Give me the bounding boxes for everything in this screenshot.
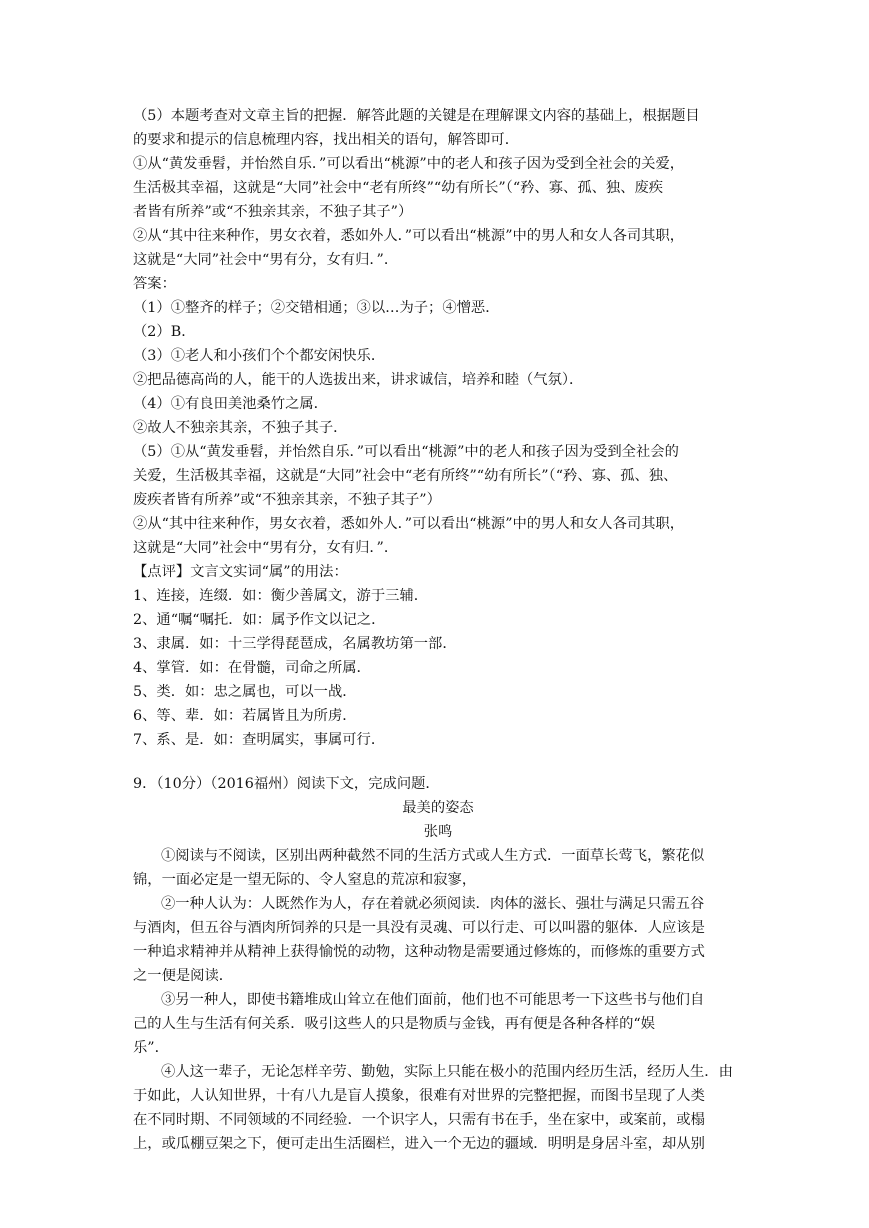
comment-heading: 【点评】文言文实词“属”的用法：: [133, 564, 348, 580]
article-line: 在不同时期、不同领域的不同经验．一个识字人，只需有书在手，坐在家中，或案前，或榻: [133, 1112, 705, 1128]
analysis-line: ②从“其中往来种作，男女衣着，悉如外人．”可以看出“桃源”中的男人和女人各司其职，: [133, 228, 685, 244]
comment-line: 5、类．如：忠之属也，可以一战．: [133, 684, 357, 700]
article-line: 与酒肉，但五谷与酒肉所饲养的只是一具没有灵魂、可以行走、可以叫嚣的躯体．人应该是: [133, 920, 705, 936]
answer-line: 废疾者皆有所养”或“不独亲其亲，不独子其子”）: [133, 492, 441, 508]
article-line: 于如此，人认知世界，十有八九是盲人摸象，很难有对世界的完整把握，而图书呈现了人类: [133, 1088, 705, 1104]
article-line: ④人这一辈子，无论怎样辛劳、勤勉，实际上只能在极小的范围内经历生活，经历人生．由: [161, 1064, 733, 1080]
article-line: 锦，一面必定是一望无际的、令人窒息的荒凉和寂寥，: [133, 872, 477, 888]
comment-line: 2、通“嘱“嘱托．如：属予作文以记之．: [133, 612, 386, 628]
article-line: 之一便是阅读．: [133, 968, 234, 984]
answer-line: （5）①从“黄发垂髫，并怡然自乐．”可以看出“桃源”中的老人和孩子因为受到全社会的: [133, 444, 679, 460]
comment-line: 6、等、辈．如：若属皆且为所虏．: [133, 708, 357, 724]
article-line: 乐”．: [133, 1040, 169, 1056]
article-line: 己的人生与生活有何关系．吸引这些人的只是物质与金钱，再有便是各种各样的“娱: [133, 1016, 655, 1032]
answer-heading: 答案：: [133, 276, 176, 292]
analysis-line: 的要求和提示的信息梳理内容，找出相关的语句，解答即可．: [133, 132, 520, 148]
article-line: 上，或瓜棚豆架之下，便可走出生活圈栏，进入一个无边的疆域．明明是身居斗室，却从别: [133, 1136, 705, 1152]
answer-line: 这就是“大同”社会中“男有分，女有归．”．: [133, 540, 399, 556]
answer-line: （4）①有良田美池桑竹之属．: [133, 396, 328, 412]
article-line: ②一种人认为：人既然作为人，存在着就必须阅读．肉体的滋长、强壮与满足只需五谷: [161, 896, 705, 912]
article-line: 一种追求精神并从精神上获得愉悦的动物，这种动物是需要通过修炼的，而修炼的重要方式: [133, 944, 705, 960]
comment-line: 4、掌管．如：在骨髓，司命之所属．: [133, 660, 371, 676]
analysis-line: （5）本题考查对文章主旨的把握．解答此题的关键是在理解课文内容的基础上，根据题目: [133, 108, 700, 124]
answer-line: ②故人不独亲其亲，不独子其子．: [133, 420, 348, 436]
answer-line: （1）①整齐的样子；②交错相通；③以…为子；④憎恶．: [133, 300, 500, 316]
analysis-line: 生活极其幸福，这就是“大同”社会中“老有所终”“幼有所长”（“矜、寡、孤、独、废疾: [133, 180, 664, 196]
analysis-line: 者皆有所养”或“不独亲其亲，不独子其子”）: [133, 204, 413, 220]
answer-line: ②从“其中往来种作，男女衣着，悉如外人．”可以看出“桃源”中的男人和女人各司其职，: [133, 516, 685, 532]
article-title: 最美的姿态: [402, 800, 474, 816]
article-line: ③另一种人，即使书籍堆成山耸立在他们面前，他们也不可能思考一下这些书与他们自: [161, 992, 705, 1008]
comment-line: 7、系、是．如：查明属实，事属可行．: [133, 732, 386, 748]
answer-line: （2）B．: [133, 324, 196, 340]
analysis-line: 这就是“大同”社会中“男有分，女有归．”．: [133, 252, 399, 268]
article-author: 张鸣: [423, 824, 453, 840]
analysis-line: ①从“黄发垂髫，并怡然自乐．”可以看出“桃源”中的老人和孩子因为受到全社会的关爱，: [133, 156, 685, 172]
comment-line: 1、连接，连缀．如：衡少善属文，游于三辅．: [133, 588, 429, 604]
answer-line: （3）①老人和小孩们个个都安闲快乐．: [133, 348, 386, 364]
article-line: ①阅读与不阅读，区别出两种截然不同的生活方式或人生方式．一面草长莺飞，繁花似: [161, 848, 705, 864]
comment-line: 3、隶属．如：十三学得琵琶成，名属教坊第一部．: [133, 636, 457, 652]
answer-line: 关爱，生活极其幸福，这就是“大同”社会中“老有所终”“幼有所长”（“矜、寡、孤、独、: [133, 468, 678, 484]
question-heading: 9．（10分）（2016福州）阅读下文，完成问题．: [133, 776, 440, 792]
answer-line: ②把品德高尚的人，能干的人选拔出来，讲求诚信，培养和睦（气氛）．: [133, 372, 584, 388]
